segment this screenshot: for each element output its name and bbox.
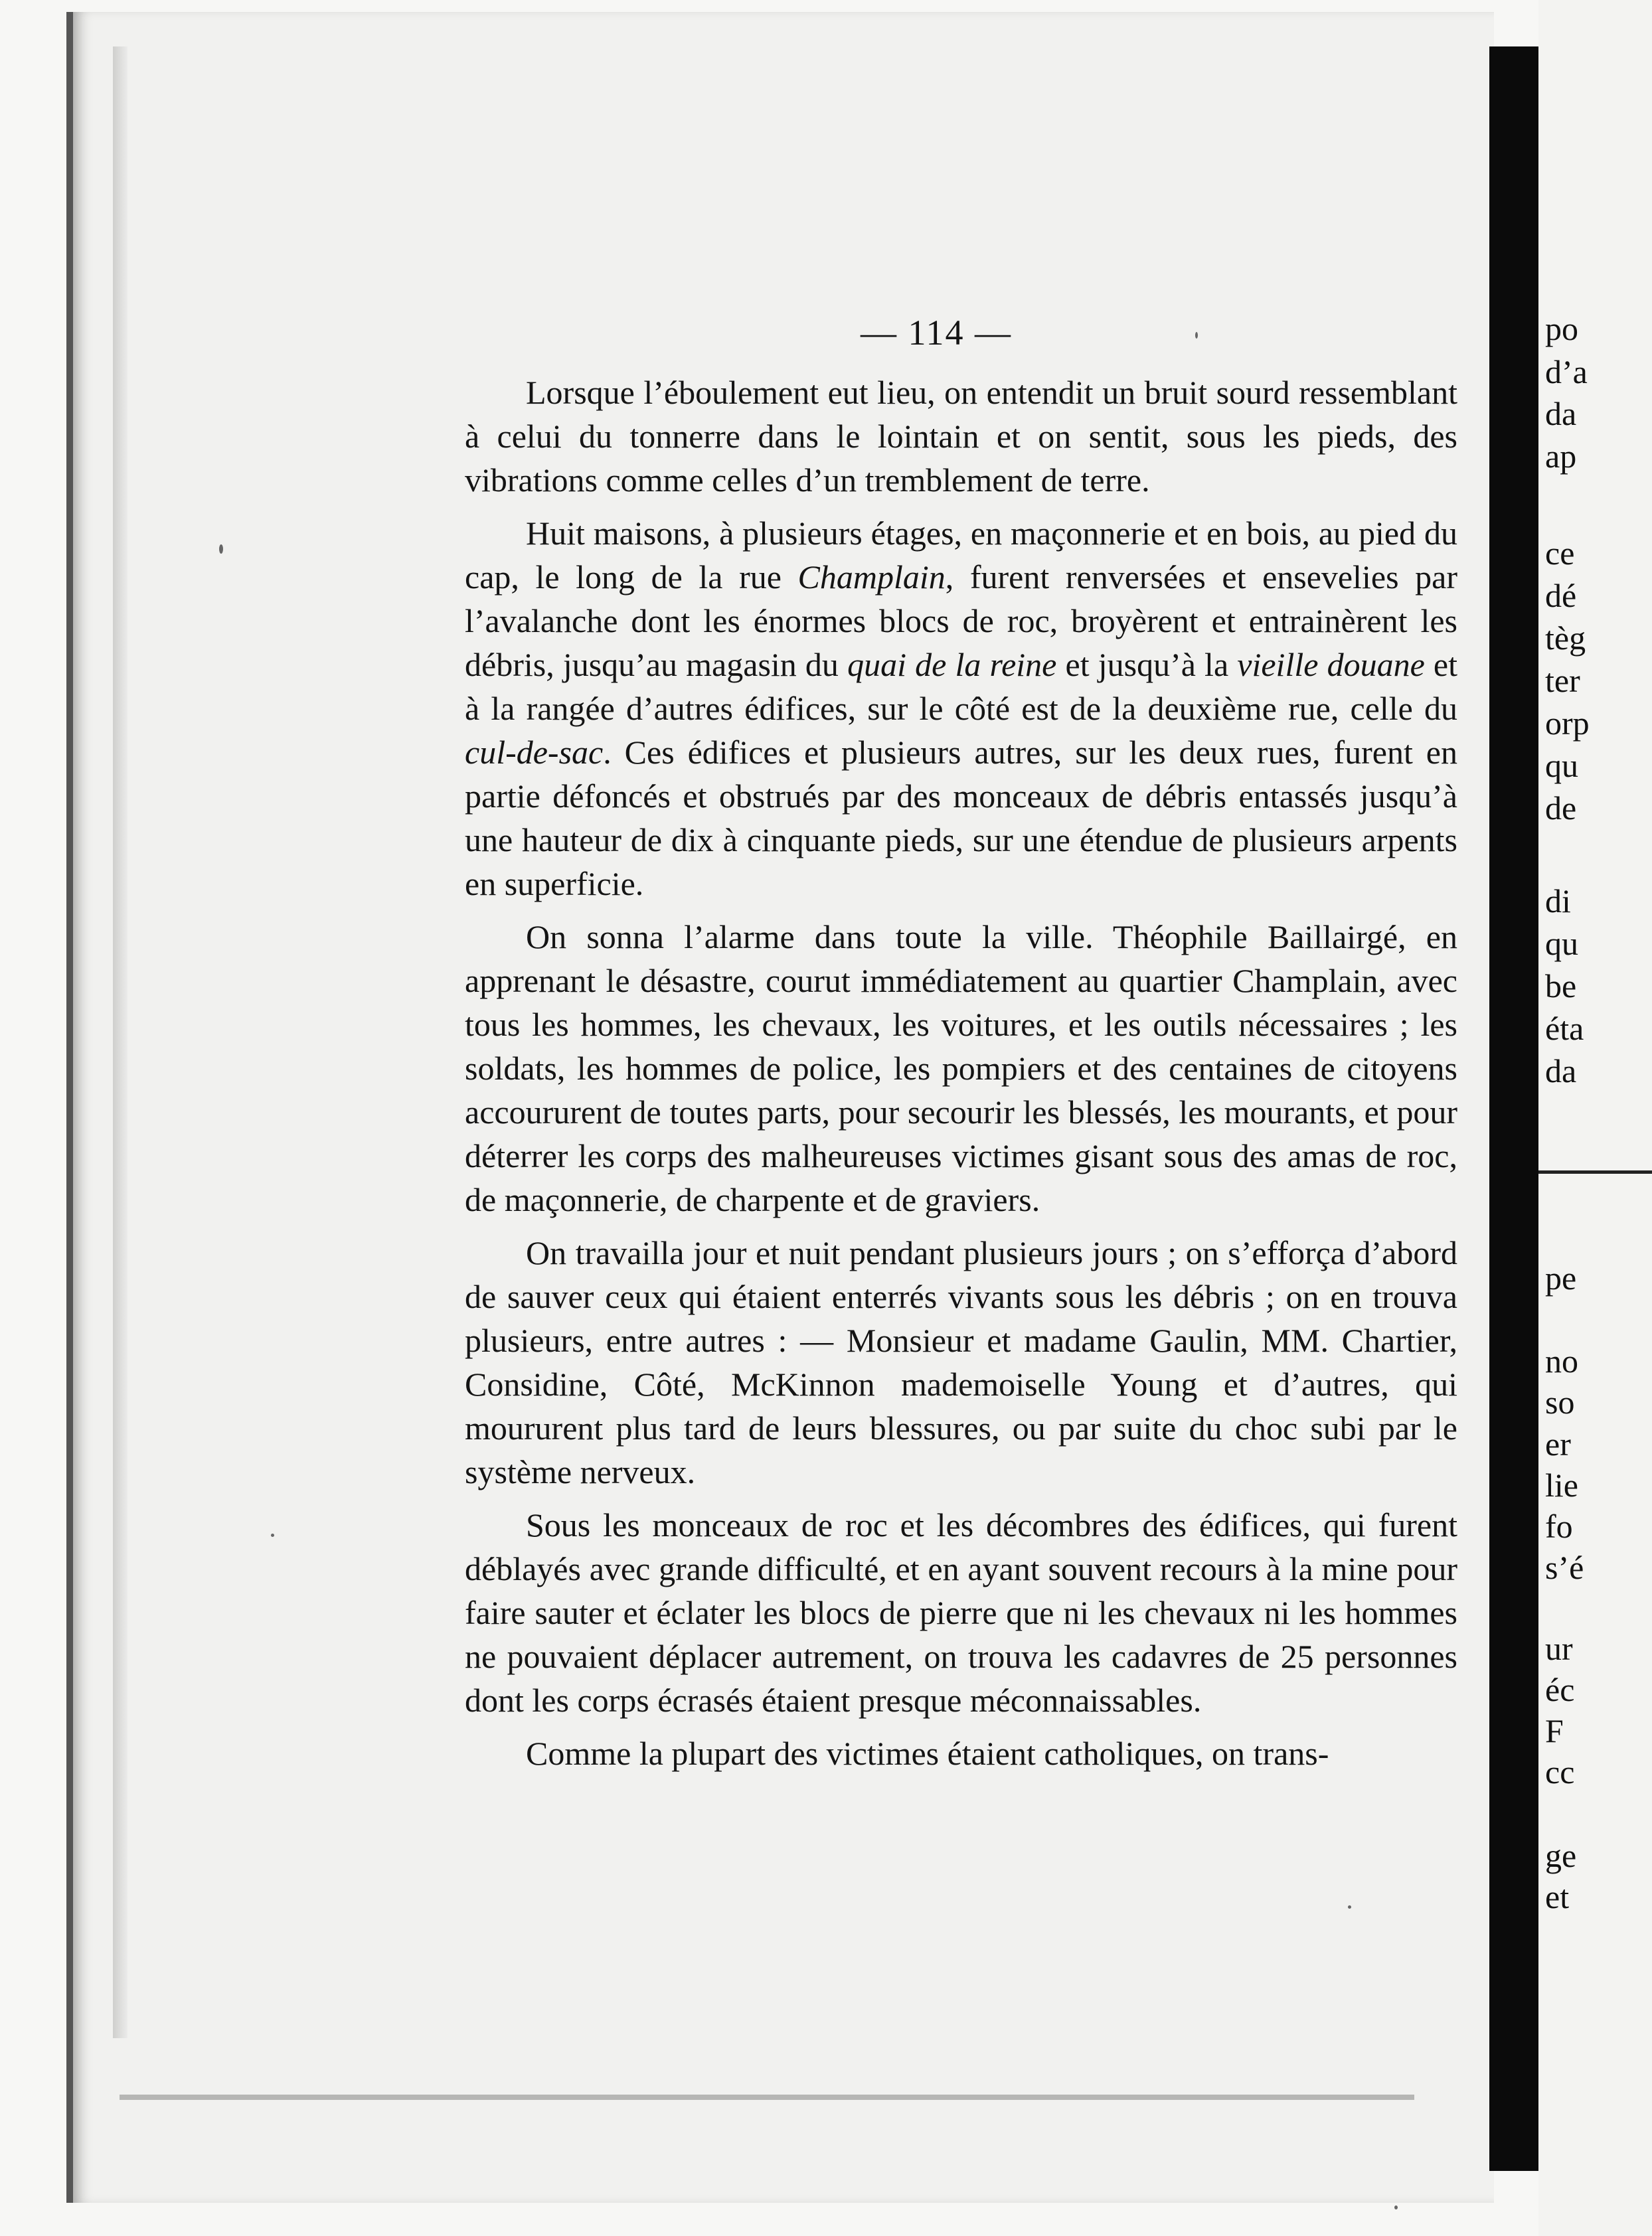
text-run: . Ces édifices et plusieurs autres, sur les deux rues, furent en partie défoncés et obstrués par des monceaux de débris entassés jusqu’à une hauteur de dix à cinquante pieds, sur une étendue de plusieurs arpents en superficie.: [465, 734, 1457, 902]
italic-text: cul-de-sac: [465, 734, 604, 771]
facing-page-text: dé: [1545, 577, 1577, 614]
facing-page-text: so: [1545, 1384, 1575, 1421]
text-run: Huit maisons, à plusieurs étages, en maçonnerie et en bois, au pied du cap, le long de la rue: [465, 515, 1457, 596]
facing-page-text: qu: [1545, 747, 1578, 784]
facing-page-text: be: [1545, 967, 1577, 1004]
scan-speck: [219, 544, 223, 554]
paragraph: [465, 915, 1457, 1222]
scan-speck: [271, 1534, 274, 1537]
italic-text: Champlain: [797, 558, 946, 596]
italic-text: quai de la reine: [847, 646, 1057, 683]
paragraph: [465, 1231, 1457, 1494]
body-text: [465, 370, 1457, 1785]
facing-page-text: ur: [1545, 1630, 1573, 1667]
facing-page-text: cc: [1545, 1753, 1575, 1791]
facing-page-text: F: [1545, 1712, 1564, 1749]
facing-page-fragment: [1538, 0, 1652, 2236]
text-run: Lorsque l’éboulement eut lieu, on entendit un bruit sourd ressemblant à celui du tonnerre dans le lointain et on sentit, sous les pieds, des vibrations comme celles d’un tremblement de terre.: [465, 374, 1457, 499]
facing-page-text: no: [1545, 1342, 1578, 1380]
facing-page-text: éc: [1545, 1671, 1575, 1708]
text-run: Comme la plupart des victimes étaient catholiques, on trans-: [526, 1735, 1329, 1772]
scan-speck: [1348, 1905, 1351, 1909]
facing-page-text: er: [1545, 1425, 1571, 1463]
page-bottom-edge: [120, 2095, 1414, 2100]
facing-page-text: di: [1545, 882, 1571, 919]
scan-speck: [1394, 2205, 1398, 2209]
text-run: et à la rangée d’autres édifices, sur le côté est de la deuxième rue, celle du: [465, 646, 1457, 727]
text-run: et jusqu’à la: [1056, 646, 1238, 683]
page-number: — 114 —: [861, 313, 1012, 353]
facing-page-text: éta: [1545, 1010, 1584, 1047]
facing-page-text: ap: [1545, 438, 1577, 475]
facing-page-text: da: [1545, 395, 1577, 432]
text-run: Sous les monceaux de roc et les décombres des édifices, qui furent déblayés avec grande difficulté, et en ayant souvent recours à la mine pour faire sauter et éclater les blocs de pierre que ni les chevaux ni les hommes ne pouvaient déplacer autrement, on trouva les cadavres de 25 personnes dont les corps écrasés étaient presque méconnaissables.: [465, 1506, 1457, 1719]
paragraph: [465, 511, 1457, 906]
facing-page-text: s’é: [1545, 1549, 1584, 1586]
facing-page-text: po: [1545, 310, 1578, 347]
facing-page-text: ter: [1545, 662, 1580, 699]
italic-text: vieille douane: [1237, 646, 1425, 683]
facing-page-text: de: [1545, 789, 1577, 827]
text-run: , furent renversées et ensevelies par l’avalanche dont les énormes blocs de roc, broyèrent et entrainèrent les débris, jusqu’au magasin du: [465, 558, 1457, 683]
text-run: On sonna l’alarme dans toute la ville. Théophile Baillairgé, en apprenant le désastre, courut immédiatement au quartier Champlain, avec tous les hommes, les chevaux, les voitures, et les outils nécessaires ; les soldats, les hommes de police, les pompiers et des centaines de citoyens accoururent de toutes parts, pour secourir les blessés, les mourants, et pour déterrer les corps des malheureuses victimes gisant sous des amas de roc, de maçonnerie, de charpente et de graviers.: [465, 918, 1457, 1218]
page-edge-shadow: [113, 46, 127, 2038]
facing-page-text: ge: [1545, 1837, 1577, 1874]
facing-page-text: et: [1545, 1878, 1570, 1915]
paragraph: [465, 1503, 1457, 1722]
paragraph: [465, 1731, 1457, 1775]
facing-page-text: d’a: [1545, 353, 1588, 390]
scan-speck: [1195, 332, 1198, 339]
facing-page-text: lie: [1545, 1467, 1578, 1504]
book-binding-gutter: [1489, 46, 1538, 2171]
facing-page-text: da: [1545, 1052, 1577, 1089]
facing-page-text: fo: [1545, 1508, 1573, 1545]
facing-page-text: qu: [1545, 925, 1578, 962]
facing-page-text: ce: [1545, 534, 1575, 572]
paragraph: [465, 370, 1457, 502]
text-run: On travailla jour et nuit pendant plusieurs jours ; on s’efforça d’abord de sauver ceux qui étaient enterrés vivants sous les débris ; on en trouva plusieurs, entre autres : — Monsieur et madame Gaulin, MM. Chartier, Considine, Côté, McKinnon mademoiselle Young et d’autres, qui moururent plus tard de leurs blessures, ou par suite du choc subi par le système nerveux.: [465, 1234, 1457, 1490]
facing-page-text: orp: [1545, 704, 1590, 742]
facing-page-rule: [1538, 1170, 1652, 1174]
facing-page-text: tèg: [1545, 619, 1586, 657]
facing-page-text: pe: [1545, 1259, 1577, 1297]
